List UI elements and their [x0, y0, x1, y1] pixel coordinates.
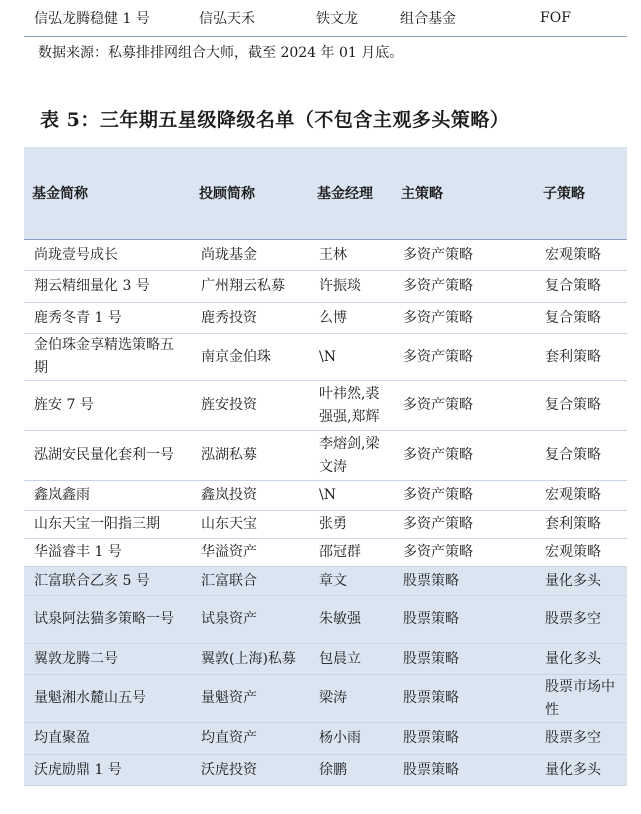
sub-strategy-cell: 宏观策略 — [535, 240, 627, 271]
header-row — [24, 147, 627, 240]
fund-name-cell: 山东天宝一阳指三期 — [24, 511, 191, 539]
table-body — [24, 240, 627, 786]
fund-name-cell: 泓湖安民量化套利一号 — [24, 431, 191, 481]
table-row — [24, 431, 627, 481]
manager-cell: 杨小雨 — [309, 723, 393, 755]
advisor-cell: 试泉资产 — [191, 596, 309, 644]
fund-name-cell: 尚珑壹号成长 — [24, 240, 191, 271]
fund-name-cell: 翔云精细量化 3 号 — [24, 271, 191, 303]
advisor-cell: 华溢资产 — [191, 539, 309, 567]
advisor-cell: 沃虎投资 — [191, 755, 309, 786]
main-strategy-cell: 股票策略 — [393, 755, 535, 786]
main-strategy-cell: 多资产策略 — [393, 431, 535, 481]
main-strategy-cell: 多资产策略 — [393, 539, 535, 567]
advisor-cell: 翼敦(上海)私募 — [191, 644, 309, 675]
main-strategy-cell: 多资产策略 — [393, 511, 535, 539]
table-row — [24, 755, 627, 786]
main-strategy-cell: 多资产策略 — [393, 381, 535, 431]
advisor-cell: 泓湖私募 — [191, 431, 309, 481]
sub-strategy-cell: 宏观策略 — [535, 481, 627, 511]
table-row — [24, 723, 627, 755]
table-row — [24, 271, 627, 303]
manager-cell: 张勇 — [309, 511, 393, 539]
header-advisor: 投顾简称 — [191, 147, 309, 240]
table-row — [24, 0, 627, 37]
sub-strategy-cell: 套利策略 — [535, 334, 627, 381]
table-row — [24, 644, 627, 675]
advisor-cell: 广州翔云私募 — [191, 271, 309, 303]
main-strategy-cell: 多资产策略 — [393, 303, 535, 334]
table-row — [24, 539, 627, 567]
manager-cell: \N — [309, 481, 393, 511]
advisor-cell: 山东天宝 — [191, 511, 309, 539]
table-row — [24, 381, 627, 431]
main-strategy-cell: 多资产策略 — [393, 240, 535, 271]
fund-name-cell: 沃虎励鼎 1 号 — [24, 755, 191, 786]
fund-name-cell: 鹿秀冬青 1 号 — [24, 303, 191, 334]
manager-cell: 朱敏强 — [309, 596, 393, 644]
header-manager: 基金经理 — [309, 147, 393, 240]
manager-cell: 叶祎然,裘强强,郑辉 — [309, 381, 393, 431]
fund-name-cell: 信弘龙腾稳健 1 号 — [34, 11, 150, 27]
fund-name-cell: 试泉阿法猫多策略一号 — [24, 596, 191, 644]
sub-strategy-cell: 复合策略 — [535, 431, 627, 481]
advisor-cell: 量魁资产 — [191, 675, 309, 723]
main-strategy-cell: 股票策略 — [393, 644, 535, 675]
sub-strategy-cell: 股票多空 — [535, 596, 627, 644]
manager-cell: 包晨立 — [309, 644, 393, 675]
sub-strategy-cell: 股票市场中性 — [535, 675, 627, 723]
main-strategy-cell: 股票策略 — [393, 596, 535, 644]
advisor-cell: 南京金伯珠 — [191, 334, 309, 381]
downgrade-table — [24, 147, 627, 786]
main-strategy-cell: 多资产策略 — [393, 271, 535, 303]
sub-strategy-cell: 套利策略 — [535, 511, 627, 539]
sub-strategy-cell: 宏观策略 — [535, 539, 627, 567]
manager-cell: 章文 — [309, 567, 393, 596]
main-strategy-cell: 多资产策略 — [393, 334, 535, 381]
manager-cell: 李熔剑,梁文涛 — [309, 431, 393, 481]
fund-name-cell: 均直聚盈 — [24, 723, 191, 755]
advisor-cell: 信弘天禾 — [199, 11, 255, 27]
sub-strategy-cell: 股票多空 — [535, 723, 627, 755]
table-row — [24, 240, 627, 271]
fund-name-cell: 华溢睿丰 1 号 — [24, 539, 191, 567]
sub-strategy-cell: 复合策略 — [535, 271, 627, 303]
header-main-strategy: 主策略 — [393, 147, 535, 240]
main-strategy-cell: 组合基金 — [400, 11, 456, 27]
sub-strategy-cell: 量化多头 — [535, 567, 627, 596]
fund-name-cell: 翼敦龙腾二号 — [24, 644, 191, 675]
main-strategy-cell: 多资产策略 — [393, 481, 535, 511]
fund-name-cell: 汇富联合乙亥 5 号 — [24, 567, 191, 596]
manager-cell: 邵冠群 — [309, 539, 393, 567]
fund-name-cell: 鑫岚鑫雨 — [24, 481, 191, 511]
main-strategy-cell: 股票策略 — [393, 723, 535, 755]
advisor-cell: 鑫岚投资 — [191, 481, 309, 511]
table-row — [24, 303, 627, 334]
advisor-cell: 旌安投资 — [191, 381, 309, 431]
manager-cell: 梁涛 — [309, 675, 393, 723]
sub-strategy-cell: 量化多头 — [535, 644, 627, 675]
advisor-cell: 鹿秀投资 — [191, 303, 309, 334]
previous-table-tail — [24, 0, 627, 37]
sub-strategy-cell: FOF — [540, 10, 571, 26]
main-strategy-cell: 股票策略 — [393, 567, 535, 596]
table-row — [24, 511, 627, 539]
main-strategy-cell: 股票策略 — [393, 675, 535, 723]
table-title: 表 5：三年期五星级降级名单（不包含主观多头策略） — [40, 109, 510, 131]
manager-cell: 么博 — [309, 303, 393, 334]
fund-name-cell: 量魁湘水麓山五号 — [24, 675, 191, 723]
manager-cell: 许振琰 — [309, 271, 393, 303]
source-note: 数据来源：私募排排网组合大师，截至 2024 年 01 月底。 — [38, 45, 404, 61]
fund-name-cell: 金伯珠金享精选策略五期 — [24, 334, 191, 381]
advisor-cell: 汇富联合 — [191, 567, 309, 596]
sub-strategy-cell: 复合策略 — [535, 381, 627, 431]
advisor-cell: 尚珑基金 — [191, 240, 309, 271]
table-row — [24, 481, 627, 511]
table-row — [24, 334, 627, 381]
sub-strategy-cell: 量化多头 — [535, 755, 627, 786]
fund-name-cell: 旌安 7 号 — [24, 381, 191, 431]
table-row — [24, 675, 627, 723]
advisor-cell: 均直资产 — [191, 723, 309, 755]
table-row — [24, 567, 627, 596]
manager-cell: 徐鹏 — [309, 755, 393, 786]
header-sub-strategy: 子策略 — [535, 147, 627, 240]
table-row — [24, 596, 627, 644]
header-fund-name: 基金简称 — [24, 147, 191, 240]
manager-cell: 铁文龙 — [316, 11, 358, 27]
manager-cell: 王林 — [309, 240, 393, 271]
sub-strategy-cell: 复合策略 — [535, 303, 627, 334]
manager-cell: \N — [309, 334, 393, 381]
